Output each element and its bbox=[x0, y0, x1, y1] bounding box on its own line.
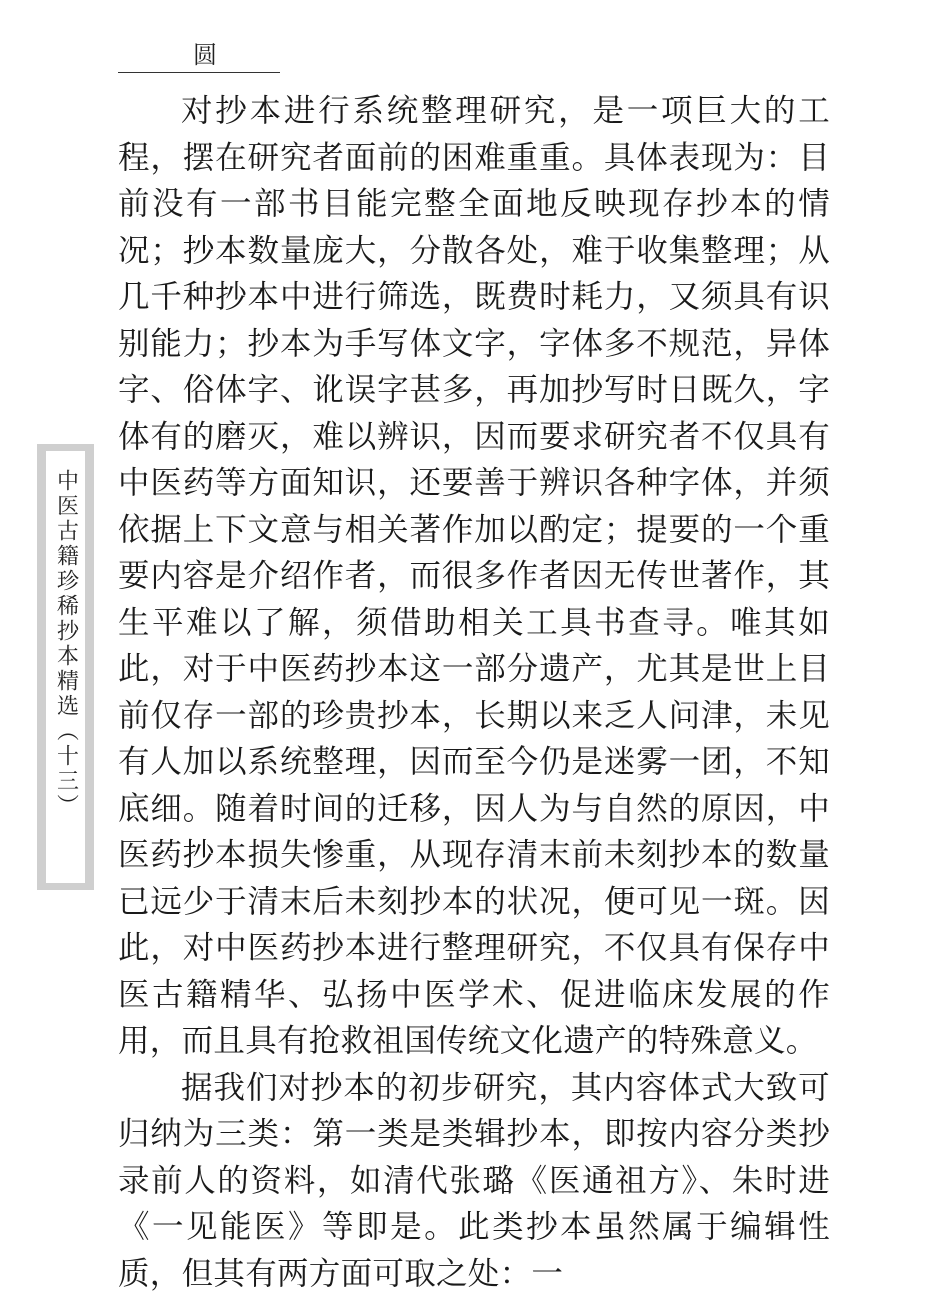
header-mark: 圆 bbox=[193, 40, 217, 70]
header-rule bbox=[118, 72, 280, 73]
side-tab-title: 中医古籍珍稀抄本精选（十三） bbox=[53, 469, 79, 819]
side-tab-inner bbox=[46, 451, 85, 883]
paragraph-1: 对抄本进行系统整理研究，是一项巨大的工程，摆在研究者面前的困难重重。具体表现为：目前没有一部书目能完整全面地反映现存抄本的情况；抄本数量庞大，分散各处，难于收集整理；从几千种抄本中进行筛选，既费时耗力，又须具有识别能力；抄本为手写体文字，字体多不规范，异体字、俗体字、讹误字甚多，再加抄写时日既久，字体有的磨灭，难以辨识，因而要求研究者不仅具有中医药等方面知识，还要善于辨识各种字体，并须依据上下文意与相关著作加以酌定；提要的一个重要内容是介绍作者，而很多作者因无传世著作，其生平难以了解，须借助相关工具书查寻。唯其如此，对于中医药抄本这一部分遗产，尤其是世上目前仅存一部的珍贵抄本，长期以来乏人问津，未见有人加以系统整理，因而至今仍是迷雾一团，不知底细。随着时间的迁移，因人为与自然的原因，中医药抄本损失惨重，从现存清末前未刻抄本的数量已远少于清末后未刻抄本的状况，便可见一斑。因此，对中医药抄本进行整理研究，不仅具有保存中医古籍精华、弘扬中医学术、促进临床发展的作用，而且具有抢救祖国传统文化遗产的特殊意义。 bbox=[118, 88, 830, 1065]
side-tab bbox=[37, 444, 94, 890]
paragraph-2: 据我们对抄本的初步研究，其内容体式大致可归纳为三类：第一类是类辑抄本，即按内容分类抄录前人的资料，如清代张璐《医通祖方》、朱时进《一见能医》等即是。此类抄本虽然属于编辑性质，但其有两方面可取之处：一 bbox=[118, 1065, 830, 1297]
main-text bbox=[118, 88, 830, 1297]
